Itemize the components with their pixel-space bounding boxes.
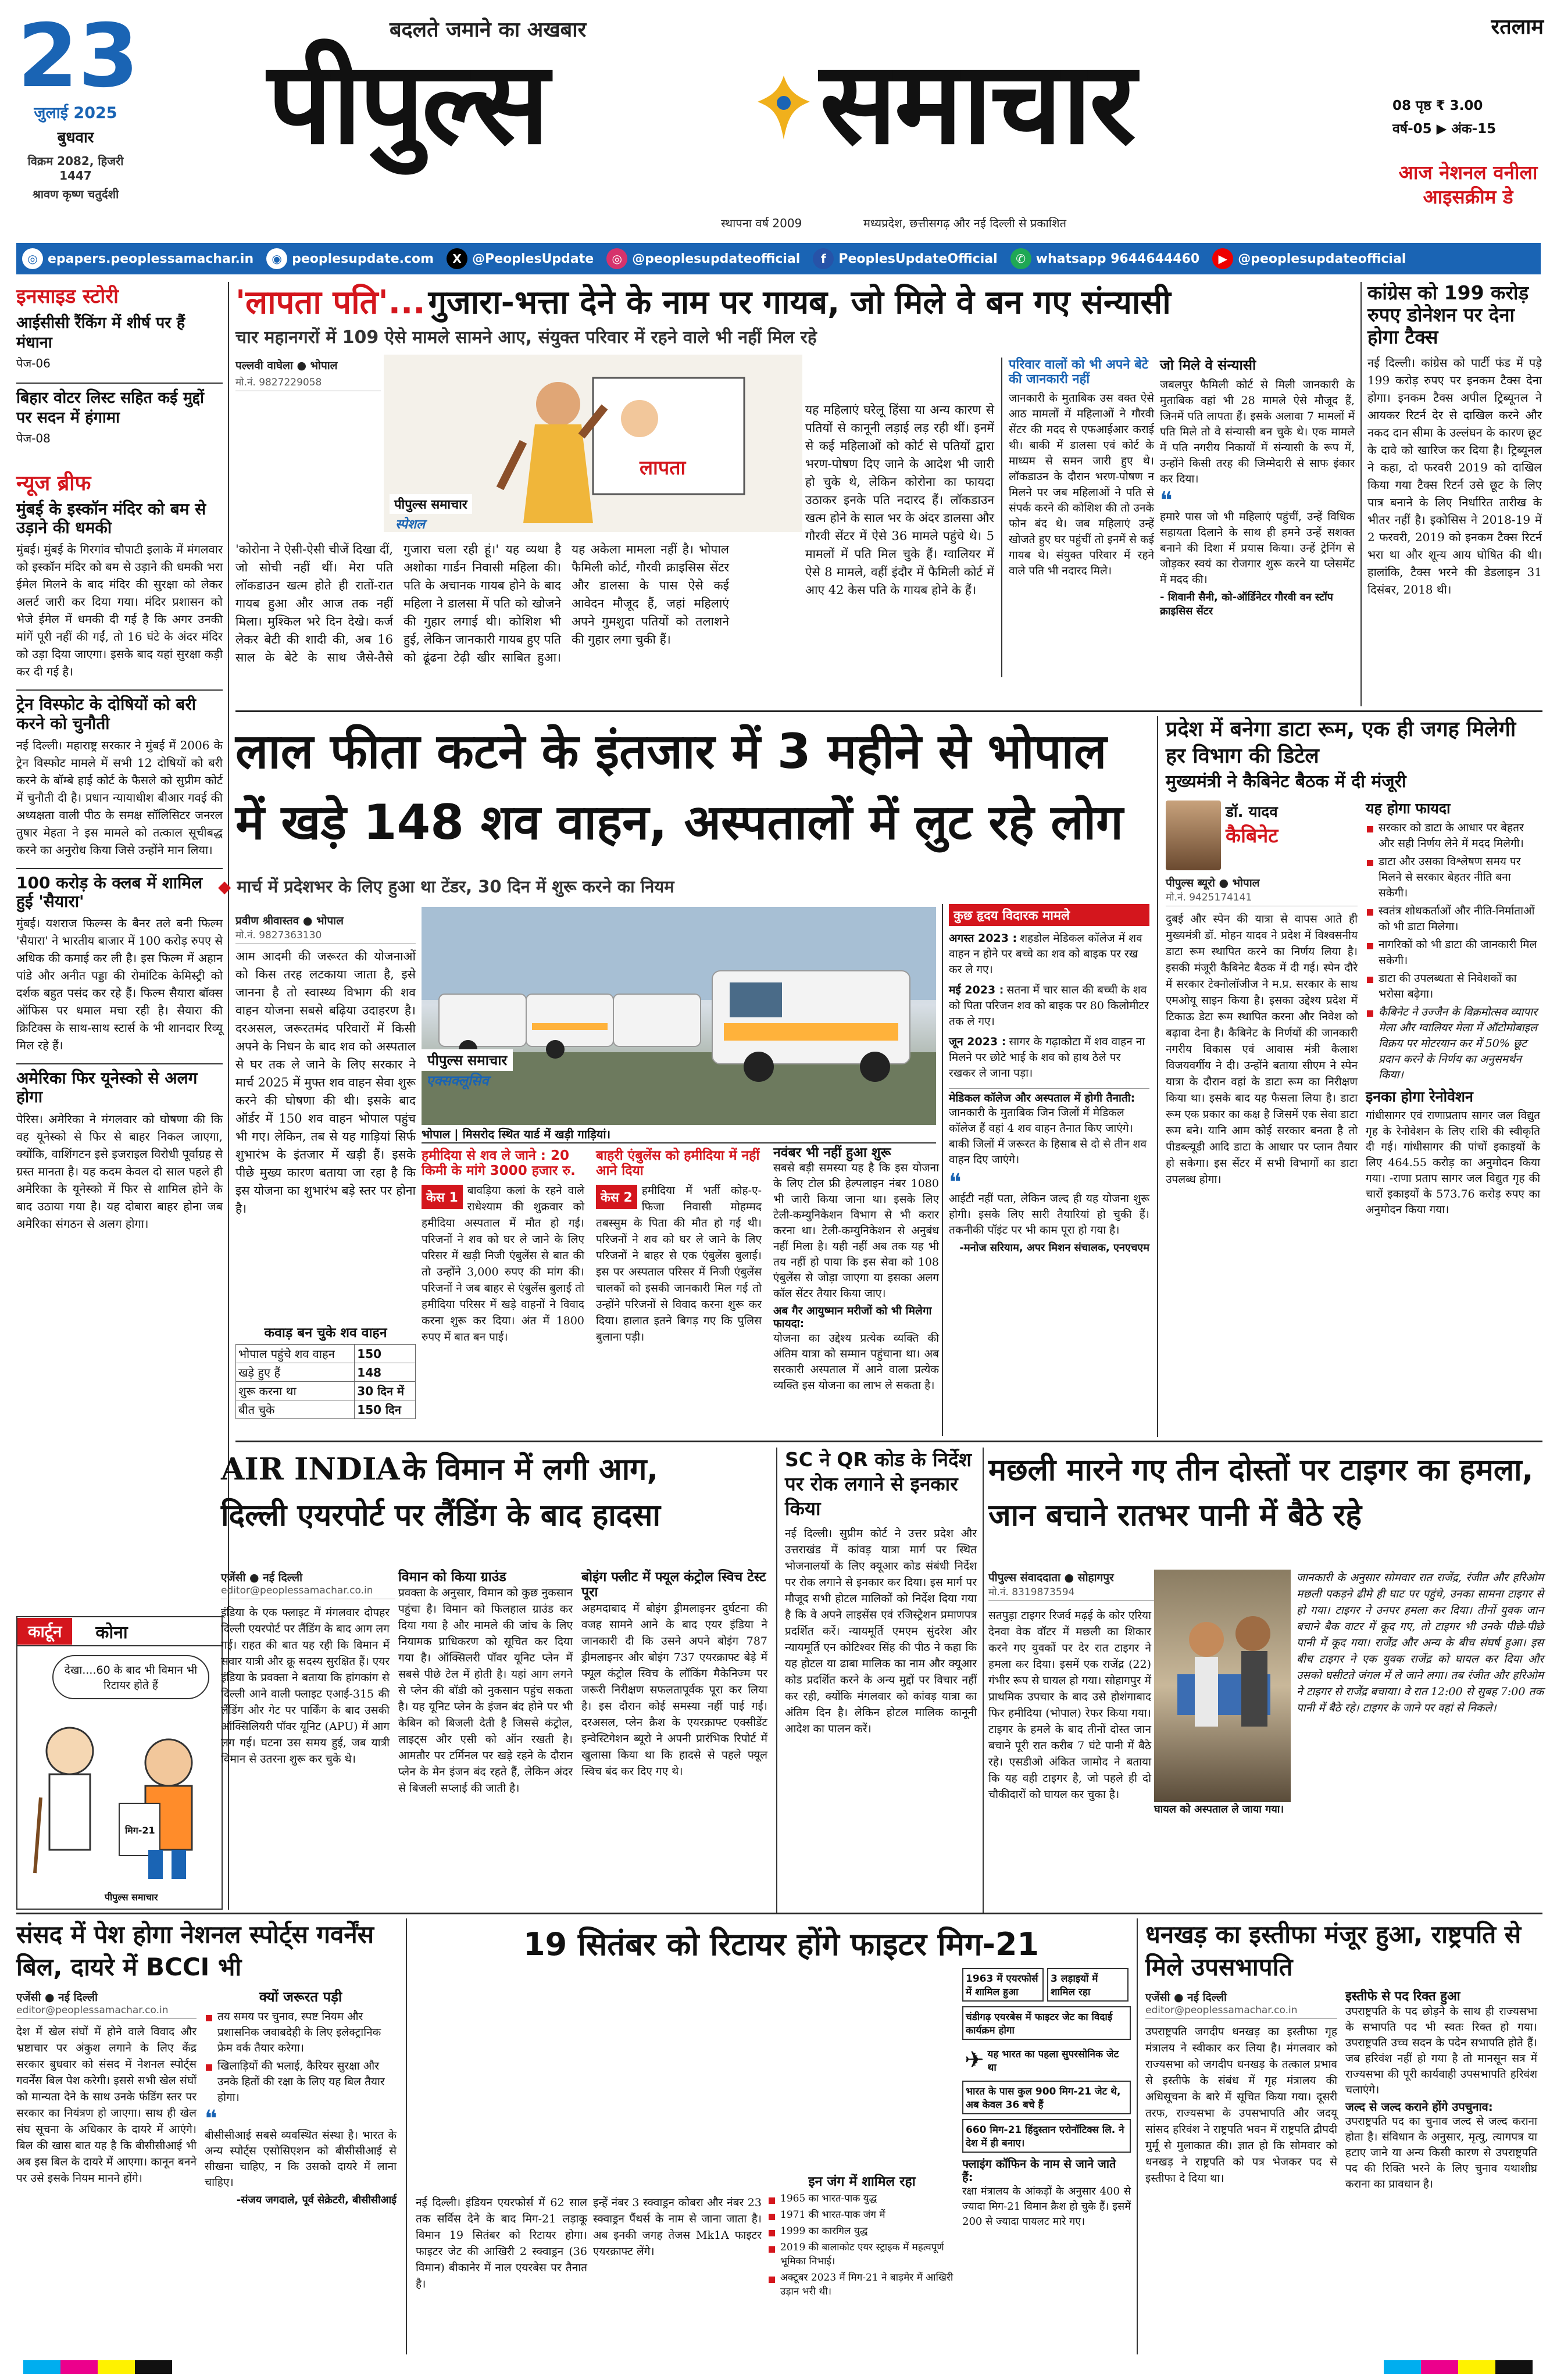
- sports-story: संसद में पेश होगा नेशनल स्पोर्ट्स गवर्नेंस बिल, दायरे में BCCI भी एजेंसी ● नई दिल्ली editor@peoplessamachar.co.in देश में खेल संघों में होने वाले विवाद और भ्रष्टाचार पर अंकुश लगाने के लिए केंद्र सरकार बुधवार को संसद में नेशनल स्पोर्ट्स गवर्नेंस बिल पेश करेगी। इससे सभी खेल संघों को मान्यता देने के साथ उनके फंडिंग स्तर पर सरकार का नियंत्रण हो जाएगा। साथ ही खेल संघ सूचना के अधिकार के दायरे में आएंगे। बिल की खास बात यह है कि बीसीसीआई भी अब इस बिल के दायरे में आएगा। कानून बनने पर उसे इसके नियम मानने होंगे। क्यों जरूरत पड़ी तय समय पर चुनाव, स्पष्ट नियम और प्रशासनिक जवाबदेही के लिए इलेक्ट्रानिक फ्रेम वर्क तैयार करेगा। खिलाड़ियों की भलाई, कैरियर सुरक्षा और उनके हितों की रक्षा के लिए यह बिल तैयार होगा। ❝ बीसीसीआई सबसे व्यवस्थित संस्था है। भारत के अन्य स्पोर्ट्स एसोसिएशन को बीसीसीआई से सीखना चाहिए, न कि उसको दायरे में लाना चाहिए। -संजय जगदाले, पूर्व सेक्रेटरी, बीसीसीआई: [16, 1920, 397, 2206]
- mig-headline: 19 सितंबर को रिटायर होंगे फाइटर मिग-21: [523, 1926, 1040, 1963]
- masthead-logo: [267, 15, 1267, 241]
- november-main-story: [770, 904, 771, 905]
- news-brief: [16, 468, 223, 1590]
- shav-subhead: ◆ मार्च में प्रदेशभर के लिए हुआ था टेंडर, 30 दिन में शुरू करने का नियम: [218, 877, 674, 896]
- sc-story: SC ने QR कोड के निर्देश पर रोक लगाने से इनकार किया नई दिल्ली। सुप्रीम कोर्ट ने उत्तर प्रदेश और उत्तराखंड में कांवड़ यात्रा मार्ग पर स्थित भोजनालयों के लिए क्यूआर कोड संबंधी निर्देश पर रोक लगाने से इनकार कर दिया। इस मार्ग पर मौजूद सभी होटल मालिकों को निर्देश दिया गया है कि वे अपने लाइसेंस एवं रजिस्ट्रेशन प्रमाणपत्र प्रदर्शित करें। न्यायमूर्ति एमएम सुंदरेश और न्यायमूर्ति एन कोटिश्वर सिंह की पीठ ने कहा कि यह होटल या ढाबा मालिक का नाम और क्यूआर कोड प्रदर्शित करने के अन्य मुद्दों पर विचार नहीं कर रही, क्योंकि मंगलवार को कांवड़ यात्रा का अंतिम दिन है। लेकिन होटल मालिक कानूनी आदेश का पालन करें।: [785, 1448, 977, 1735]
- mig-wars: इन जंग में शामिल रहा 1965 का भारत-पाक युद्ध 1971 की भारत-पाक जंग में 1999 का कारगिल युद्ध 2019 की बालाकोट एयर स्ट्राइक में महत्वपूर्ण भूमिका निभाई। अक्टूबर 2023 में मिग-21 ने बाड़मेर में आखिरी उड़ान भरी थी।: [767, 2174, 956, 2357]
- registration-swatch: [1384, 2360, 1421, 2374]
- shav-headline: लाल फीता कटने के इंतजार में 3 महीने से भोपाल में खड़े 148 शव वाहन, अस्पतालों में लुट रहे लोग: [235, 723, 1123, 850]
- nov-subtext: योजना का उद्देश्य प्रत्येक व्यक्ति की अंतिम यात्रा को सम्मान पहुंचाना था। अब सरकारी अस्पताल में आने वाला प्रत्येक व्यक्ति इस योजना का लाभ ले सकता है।: [773, 1332, 939, 1392]
- fact-box: ✈ यह भारत का पहला सुपरसोनिक जेट था: [962, 2045, 1131, 2076]
- facebook-icon: f: [813, 248, 834, 269]
- shav-case-2: बाहरी एंबुलेंस को हमीदिया में नहीं आने दिया केस 2 हमीदिया में भर्ती कोह-ए-फिजा निवासी मोहम्मद तबस्सुम के पिता की मौत हो गई थी। परिजनों ने शव को घर ले जाने के लिए परिजनों ने बाहर से एक एंबुलेंस बुलाई। इस पर अस्पताल परिसर में निजी एंबुलेंस चालकों को इसकी जानकारी मिल गई तो उन्होंने परिजनों से विवाद करना शुरू कर दिया। हालात इतने बिगड़ गए कि पुलिस बुलाना पड़ी।: [596, 1148, 762, 1343]
- quote-icon: ❝: [205, 2105, 217, 2132]
- cartoon-drawing: [23, 1710, 215, 1885]
- airindia-byline: एजेंसी ● नई दिल्ली editor@peoplessamachar.co.in: [221, 1570, 395, 1604]
- cabinet-label: कैबिनेट: [1226, 824, 1279, 848]
- shav-lead: आम आदमी की जरूरत की योजनाओं को किस तरह लटकाया जाता है, इसे जानना है तो स्वास्थ्य विभाग की शव वाहन योजना सबसे बढ़िया उदाहरण है। दरअसल, जरूरतमंद परिवारों में किसी अपने के निधन के बाद शव को अस्पताल से घर तक ले जाने के लिए सरकार ने मार्च 2025 में मुफ्त शव वाहन सेवा शुरू करने की घोषणा की थी। इसके बाद ऑर्डर में 150 शव वाहन भोपाल पहुंच भी गए। लेकिन, तब से यह गाड़ियां सिर्फ शुभारंभ के इंतजार में खड़ी हैं। इसके पीछे मुख्य कारण बताया जा रहा है कि इस योजना का शुभारंभ बड़े स्तर पर होना है।: [235, 949, 416, 1216]
- tiger-caption: घायल को अस्पताल ले जाया गया।: [1154, 1803, 1284, 1816]
- lapata-subhead: चार महानगरों में 109 ऐसे मामले सामने आए, संयुक्त परिवार में रहने वाले भी नहीं मिल रहे: [235, 327, 817, 348]
- date-month: जुलाई 2025: [34, 104, 117, 122]
- instagram-icon: ◎: [606, 248, 627, 269]
- logo-emblem-icon: [755, 73, 813, 142]
- logo-left: पीपुल्स: [267, 37, 547, 170]
- medical-block: मेडिकल कॉलेज और अस्पताल में होगी तैनाती: जानकारी के मुताबिक जिन जिलों में मेडिकल कॉलेज हैं वहां 4 शव वाहन तैनात किए जाएंगे। बाकी जिलों में जरूरत के हिसाब से दो से तीन शव वाहन दिए जाएंगे।: [949, 1088, 1149, 1168]
- whatsapp-icon: ✆: [1010, 248, 1031, 269]
- table-row: शुरू करना था 30 दिन में: [236, 1382, 416, 1400]
- list-item: तय समय पर चुनाव, स्पष्ट नियम और प्रशासनिक जवाबदेही के लिए इलेक्ट्रानिक फ्रेम वर्क तैयार करेगा।: [205, 2009, 397, 2056]
- shav-case-1: हमीदिया से शव ले जाने : 20 किमी के मांगे 3000 हजार रु. केस 1 बावड़िया कलां के रहने वाले राधेश्याम की शुक्रवार को हमीदिया अस्पताल में मौत हो गई। परिजनों ने शव को घर ले जाने के लिए परिसर में खड़ी निजी एंबुलेंस से बात की तो उन्होंने 3,000 रुपए की मांग की। परिजनों ने जब बाहर से एंबुलेंस बुलाई तो हमीदिया परिसर में खड़े वाहनों ने विवाद करना शुरू कर दिया। अंत में 1800 रुपए में बात बन पाई।: [422, 1148, 584, 1343]
- epaper-link[interactable]: ◎ epapers.peoplessamachar.in: [22, 248, 253, 269]
- list-item: डाटा की उपलब्धता से निवेशकों का भरोसा बढ़ेगा।: [1366, 971, 1540, 1002]
- globe-icon: ◎: [22, 248, 43, 269]
- mig-reg: CU2796: [488, 1974, 534, 1986]
- city: रतलाम: [1491, 15, 1544, 39]
- youtube-icon: ▶: [1212, 248, 1233, 269]
- dhankhar-story: धनखड़ का इस्तीफा मंजूर हुआ, राष्ट्रपति से मिले उपसभापति एजेंसी ● नई दिल्ली editor@peoplessamachar.co.in उपराष्ट्रपति जगदीप धनखड़ का इस्तीफा गृह मंत्रालय ने स्वीकार कर लिया है। मंगलवार को राज्यसभा को जगदीप धनखड़ के तत्काल प्रभाव से इस्तीफे के संबंध में गृह मंत्रालय की अधिसूचना के बारे में सूचित किया गया। दूसरी तरफ, राज्यसभा के उपसभापति और जदयू सांसद हरिवंश ने राष्ट्रपति भवन में राष्ट्रपति द्रौपदी मुर्मू से मुलाकात की। ज्ञात हो कि सोमवार को धनखड़ ने राष्ट्रपति को पत्र भेजकर पद से इस्तीफा दे दिया था। इस्तीफे से पद रिक्त हुआ उपराष्ट्रपति के पद छोड़ने के साथ ही राज्यसभा के सभापति पद भी स्वतः रिक्त हो गया। उपराष्ट्रपति उच्च सदन के पदेन सभापति होते हैं। जब हरिवंश नहीं हो गया है तो मानसून सत्र में राज्यसभा की पूरी कार्यवाही उपसभापति हरिवंश चलाएंगे। जल्द से जल्द कराने होंगे उपचुनाव: उपराष्ट्रपति पद का चुनाव जल्द से जल्द कराना होता है। संविधान के अनुसार, मृत्यु, त्यागपत्र या हटाए जाने या अन्य किसी कारण से उपराष्ट्रपति पद की रिक्ति भरने के लिए चुनाव यथाशीघ्र कराना का प्रावधान है।: [1145, 1920, 1537, 2191]
- case-badge: केस 2: [596, 1185, 637, 1209]
- date-samvat: विक्रम 2082, हिजरी 1447: [27, 154, 124, 183]
- whatsapp-link[interactable]: ✆ whatsapp 9644644460: [1010, 248, 1200, 269]
- cartoon-paper-label: मिग-21: [125, 1825, 155, 1836]
- airindia-headline: AIR INDIA के विमान में लगी आग, दिल्ली एयरपोर्ट पर लैंडिंग के बाद हादसा: [221, 1452, 660, 1533]
- list-item: डाटा और उसका विश्लेषण समय पर मिलने से सरकार बेहतर नीति बना सकेगी।: [1366, 854, 1540, 901]
- list-item: अक्टूबर 2023 में मिग-21 ने बाड़मेर में आखिरी उड़ान भरी थी।: [767, 2271, 956, 2299]
- fact-box: 660 मिग-21 हिंदुस्तान एरोनॉटिक्स लि. ने देश में ही बनाए।: [962, 2119, 1131, 2153]
- inside-item[interactable]: बिहार वोटर लिस्ट सहित कई मुद्दों पर सदन में हंगामा पेज-08: [16, 383, 223, 446]
- jet-icon: ✈: [965, 2047, 984, 2074]
- registration-swatch: [98, 2360, 135, 2374]
- list-item: खिलाड़ियों की भलाई, कैरियर सुरक्षा और उनके हितों की रक्षा के लिए यह बिल तैयार होगा।: [205, 2059, 397, 2106]
- kuch-item: मई 2023 : सतना में चार साल की बच्ची के शव को पिता परिजन शव को बाइक पर 80 किलोमीटर तक ले गए।: [949, 984, 1149, 1028]
- list-item: 1965 का भारत-पाक युद्ध: [767, 2192, 956, 2206]
- cartoon-box: [16, 1616, 223, 1910]
- pages-price: 08 पृष्ठ ₹ 3.00: [1392, 98, 1483, 113]
- lapata-poster-text: लापता: [640, 456, 686, 480]
- tiger-byline: पीपुल्स संवाददाता ● सोहागपुर मो.नं. 8319873594: [988, 1570, 1157, 1604]
- list-item: सरकार को डाटा के आधार पर बेहतर और सही निर्णय लेने में मदद मिलेगी।: [1366, 820, 1540, 852]
- brief-item[interactable]: मुंबई के इस्कॉन मंदिर को बम से उड़ाने की धमकी मुंबई। मुंबई के गिरगांव चौपाटी इलाके में मंगलवार को इस्कॉन मंदिर को बम से उड़ाने की धमकी भरा ईमेल मिलने के बाद मंदिर की सुरक्षा को लेकर अलर्ट जारी कर दिया गया। मंदिर प्रशासन को भेजे ईमेल में धमकी दी गई है कि अगर उनकी मांगें पूरी नहीं की गईं, तो 16 घंटे के अंदर मंदिर को उड़ा दिया जाएगा। इसके बाद यहां सुरक्षा कड़ी कर दी गई है।: [16, 499, 223, 679]
- lapata-col1: 'कोरोना ने ऐसी-ऐसी चीजें दिखा दीं, जो सोची नहीं थीं। मेरा पति लॉकडाउन खत्म होते ही रातों-रात गायब हुआ और आज तक नहीं मिला। मुश्किल भरे दिन देखे। कर्ज लेकर बेटी की शादी की, अब 16 साल के बेटे के साथ जैसे-तैसे गुजारा चला रही हूं।' यह व्यथा है अशोका गार्डन निवासी महिला की। पति के अचानक गायब होने के बाद महिला ने डालसा में पति को खोजने की गुहार लगाई थी। कोशिश भी हुई, लेकिन जानकारी गायब हुए पति को ढूंढना टेढ़ी खीर साबित हुआ। यह अकेला मामला नहीं है। भोपाल फैमिली कोर्ट, गौरवी क्राइसिस सेंटर और डालसा के पास ऐसे कई आवेदन मौजूद हैं, जहां महिलाएं अपने गुमशुदा पतियों को तलाशने की गुहार लगा चुकी हैं।: [235, 542, 729, 664]
- congress-story: कांग्रेस को 199 करोड़ रुपए डोनेशन पर देना होगा टैक्स नई दिल्ली। कांग्रेस को पार्टी फंड में पड़े 199 करोड़ रुपए पर इनकम टैक्स देना होगा। इनकम टैक्स अपील ट्रिब्यूनल ने आयकर रिटर्न देर से दाखिल करने और नकद दान सीमा के उल्लंघन के कारण छूट के दावे को खारिज कर दिया है। ट्रिब्यूनल ने कहा, दो फरवरी 2019 को दाखिल किया गया टैक्स रिटर्न उसे छूट के लिए पात्र बनाने के लिए निर्धारित तारीख के भीतर नहीं है। इकोसिस ने 2018-19 में 2 फरवरी, 2019 को इनकम टैक्स रिटर्न भरा था और शून्य आय घोषित की थी। हालांकि, टैक्स भरने की डेडलाइन 31 दिसंबर, 2018 थी।: [1367, 281, 1542, 596]
- kuch-col: कुछ हृदय विदारक मामले अगस्त 2023 : शहडोल मेडिकल कॉलेज में शव वाहन न होने पर बच्चे का शव को बाइक पर रख कर ले गए। मई 2023 : सतना में चार साल की बच्ची के शव को पिता परिजन शव को बाइक पर 80 किलोमीटर तक ले गए। जून 2023 : सागर के गढ़ाकोटा में शव वाहन ना मिलने पर छोटे भाई के शव को हाथ ठेले पर रखकर ले जाना पड़ा। मेडिकल कॉलेज और अस्पताल में होगी तैनाती: जानकारी के मुताबिक जिन जिलों में मेडिकल कॉलेज हैं वहां 4 शव वाहन तैनात किए जाएंगे। बाकी जिलों में जरूरत के हिसाब से दो से तीन शव वाहन दिए जाएंगे। ❝ आईटी नहीं पता, लेकिन जल्द ही यह योजना शुरू होगी। इसके लिए सारी तैयारियां हो चुकी हैं। तकनीकी पॉइंट पर भी काम पूरा हो गया है। -मनोज सरियाम, अपर मिशन संचालक, एनएचएम: [949, 904, 1149, 1436]
- list-item: 1999 का कारगिल युद्ध: [767, 2224, 956, 2238]
- date-weekday: बुधवार: [57, 129, 94, 146]
- table-row: भोपाल पहुंचे शव वाहन 150: [236, 1345, 416, 1363]
- case-badge: केस 1: [422, 1185, 463, 1209]
- logo-right: समाचार: [820, 37, 1134, 170]
- facebook-link[interactable]: f PeoplesUpdateOfficial: [813, 248, 997, 269]
- brief-item[interactable]: ट्रेन विस्फोट के दोषियों को बरी करने को चुनौती नई दिल्ली। महाराष्ट्र सरकार ने मुंबई में 2006 के ट्रेन विस्फोट मामले में सभी 12 दोषियों को बरी करने के बॉम्बे हाई कोर्ट के फैसले को सुप्रीम कोर्ट में चुनौती दी है। प्रधान न्यायाधीश बीआर गवई की अध्यक्षता वाली पीठ के समक्ष सॉलिसिटर जनरल तुषार मेहता ने इस मामले को तत्काल सूचीबद्ध करने का अनुरोध किया जिसे उन्होंने मान लिया।: [16, 689, 223, 858]
- website-link[interactable]: ◉ peoplesupdate.com: [266, 248, 434, 269]
- cartoon-bubble: देखा....60 के बाद भी विमान भी रिटायर होते हैं: [52, 1655, 209, 1699]
- data-room-story: प्रदेश में बनेगा डाटा रूम, एक ही जगह मिलेगी हर विभाग की डिटेल मुख्यमंत्री ने कैबिनेट बैठक में दी मंजूरी डॉ. यादव कैबिनेट पीपुल्स ब्यूरो ● भोपाल मो.नं. 9425174141 दुबई और स्पेन की यात्रा से वापस आते ही मुख्यमंत्री डॉ. मोहन यादव ने प्रदेश में विश्वसनीय डाटा रूम स्थापित करने का निर्णय लिया है। इसकी मंजूरी कैबिनेट बैठक में दी गई। स्पेन दौरे में सरकार टेक्नोलॉजीज ने म.प्र. सरकार के साथ एमओयू साइन किया है। इसका उद्देश्य प्रदेश में टिकाऊ डेटा रूम स्थापित करना और निवेश को बढ़ावा देना है। कैबिनेट के निर्णयों की जानकारी नगरीय विकास एवं आवास मंत्री कैलाश विजयवर्गीय ने दी। उन्होंने बताया सीएम ने स्पेन यात्रा के दौरान वहां के डाटा रूम का निरीक्षण किया था। इसके बाद यह फैसला लिया है। डाटा रूम एक प्रकार का कक्ष है जिसमें एक सेवा डाटा रूम बने। यानि आम कोई सरकार बनता है तो पीडब्ल्यूडी आदि डाटा के आधार पर प्लान तैयार हो सकेगा। इस सेंटर में सभी विभागों का डाटा उपलब्ध होगा। यह होगा फायदा सरकार को डाटा के आधार पर बेहतर और सही निर्णय लेने में मदद मिलेगी। डाटा और उसका विश्लेषण समय पर मिलने से सरकार बेहतर नीति बना सकेगी। स्वतंत्र शोधकर्ताओं और नीति-निर्माताओं को भी डाटा मिलेगा। नागरिकों को भी डाटा की जानकारी मिल सकेगी। डाटा की उपलब्धता से निवेशकों का भरोसा बढ़ेगा। कैबिनेट ने उज्जैन के विक्रमोत्सव व्यापार मेला और ग्वालियर मेला में ऑटोमोबाइल विक्रय पर मोटरयान कर में 50% छूट प्रदान करने के निर्णय का अनुसमर्थन किया। इनका होगा रेनोवेशन गांधीसागर एवं राणाप्रताप सागर जल विद्युत गृह के रेनोवेशन के लिए राशि की स्वीकृति दी गई। गांधीसागर की पांचों इकाइयों के लिए 464.55 करोड़ का अनुमोदन किया गया। -राणा प्रताप सागर जल विद्युत गृह की चारों इकाइयों के 573.76 करोड़ रुपए का अनुमोदन किया गया।: [1166, 717, 1540, 1216]
- mig-facts: 1963 में एयरफोर्स में शामिल हुआ 3 लड़ाइयों में शामिल रहा चंडीगढ़ एयरबेस में फाइटर जेट का विदाई कार्यक्रम होगा ✈ यह भारत का पहला सुपरसोनिक जेट था भारत के पास कुल 900 मिग-21 जेट थे, अब केवल 36 बचे हैं 660 मिग-21 हिंदुस्तान एरोनॉटिक्स लि. ने देश में ही बनाए। फ्लाइंग कॉफिन के नाम से जाने जाते हैं: रक्षा मंत्रालय के आंकड़ों के अनुसार 400 से ज्यादा मिग-21 विमान क्रैश हो चुके हैं। इसमें 200 से ज्यादा पायलट मारे गए।: [962, 1968, 1131, 2357]
- lapata-family-box: परिवार वालों को भी अपने बेटे की जानकारी नहीं जानकारी के मुताबिक उस वक्त ऐसे आठ मामलों में महिलाओं ने गौरवी सेंटर की मदद से एफआईआर कराई थी। बाकी में डालसा एवं कोर्ट के माध्यम से समन जारी हुए थे। लॉकडाउन के दौरान भरण-पोषण न मिलने पर जब महिलाओं ने पति से संपर्क करने की कोशिश की तो उनके फोन बंद थे। जब महिलाएं उन्हें खोजते हुए घर पहुंचीं तो इनमें से कई गायब थे। संयुक्त परिवार में रहने वाले पति भी नदारद मिले।: [1009, 358, 1154, 577]
- registration-swatch: [23, 2360, 60, 2374]
- lapata-headline: 'लापता पति'... गुजारा-भत्ता देने के नाम पर गायब, जो मिले वे बन गए संन्यासी: [235, 284, 1171, 321]
- registration-swatch: [135, 2360, 172, 2374]
- airindia-col1: इंडिया के एक फ्लाइट में मंगलवार दोपहर दिल्ली एयरपोर्ट पर लैंडिंग के बाद आग लग गई। राहत की बात यह रही कि विमान में सवार यात्री और क्रू सदस्य सुरक्षित हैं। एयर इंडिया के प्रवक्ता ने बताया कि हांगकांग से दिल्ली आने वाली फ्लाइट एआई-315 की लैंडिंग और गेट पर पार्किंग के बाद उसकी ऑक्सिलियरी पॉवर यूनिट (APU) में आग लग गई। घटना उस समय हुई, जब यात्री विमान से उतरना शुरू कर चुके थे।: [221, 1606, 390, 1766]
- hearse-caption: भोपाल | मिसरोद स्थित यार्ड में खड़ी गाड़ियां।: [422, 1126, 936, 1143]
- established: स्थापना वर्ष 2009: [721, 216, 802, 230]
- social-bar: [16, 243, 1541, 274]
- youtube-link[interactable]: ▶ @peoplesupdateofficial: [1212, 248, 1406, 269]
- x-icon: X: [447, 248, 467, 269]
- brief-item[interactable]: 100 करोड़ के क्लब में शामिल हुई 'सैयारा' मुंबई। यशराज फिल्म्स के बैनर तले बनी फिल्म 'सैयारा' ने भारतीय बाजार में 100 करोड़ रुपए से अधिक की कमाई कर ली है। इस फिल्म में अहान पांडे और अनीत पड्डा की रोमांटिक केमिस्ट्री को दर्शक बहुत पसंद कर रहे हैं। फिल्म सैयारा बॉक्स ऑफिस पर धमाल मचा रही है। सैयारा की क्रिटिक्स के साथ-साथ स्टार्स के भी शानदार रिव्यू मिल रहे हैं।: [16, 868, 223, 1054]
- x-link[interactable]: X @PeoplesUpdate: [447, 248, 594, 269]
- year-issue: वर्ष-05 ▶ अंक-15: [1392, 121, 1497, 137]
- date-day: 23: [17, 6, 139, 107]
- inside-heading: इनसाइड स्टोरी: [16, 285, 119, 308]
- edition-block: [1392, 12, 1544, 241]
- fact-box: 1963 में एयरफोर्स में शामिल हुआ: [962, 1968, 1044, 2002]
- airindia-col2: विमान को किया ग्राउंड प्रवक्ता के अनुसार, विमान को कुछ नुकसान पहुंचा है। विमान को फिलहाल ग्राउंड कर दिया गया है और मामले की जांच के लिए नियामक प्राधिकरण को सूचित कर दिया गया है। ऑक्सिलरी पॉवर यूनिट प्लेन में सबसे पीछे टेल में होती है। यहां आग लगने से प्लेन की बॉडी को नुकसान पहुंच सकता है। यह यूनिट प्लेन के इंजन बंद होने पर भी केबिन को बिजली देती है जिससे कंट्रोल, लाइट्स और एसी को ऑन रखती है। आमतौर पर टर्मिनल पर खड़े रहने के दौरान प्लेन के मेन इंजन बंद रहते हैं, लेकिन अंदर से बिजली सप्लाई की जाती है।: [398, 1570, 573, 1795]
- lapata-brand: पीपुल्स समाचार: [390, 494, 472, 514]
- quote-icon: ❝: [949, 1168, 962, 1196]
- brief-item[interactable]: अमेरिका फिर यूनेस्को से अलग होगा पेरिस। अमेरिका ने मंगलवार को घोषणा की कि वह यूनेस्को से फिर से बाहर निकल जाएगा, क्योंकि, वाशिंगटन इसे इजराइल विरोधी पूर्वाग्रह से ग्रस्त मानता है। यह कदम केवल दो साल पहले ही अमेरिका के यूनेस्को में फिर से शामिल होने के बाद उठाया गया है। यह दोबारा बाहर होना जब अमेरिका संगठन से अलग होगा।: [16, 1063, 223, 1232]
- list-item: कैबिनेट ने उज्जैन के विक्रमोत्सव व्यापार मेला और ग्वालियर मेला में ऑटोमोबाइल विक्रय पर मोटरयान कर में 50% छूट प्रदान करने के निर्णय का अनुसमर्थन किया।: [1366, 1005, 1540, 1083]
- list-item: 1971 की भारत-पाक जंग में: [767, 2208, 956, 2222]
- shav-table: कवाड़ बन चुके शव वाहन भोपाल पहुंचे शव वाहन 150 खड़े हुए हैं 148 शुरू करना था 30 दिन में बीत चुके 150 दिन: [235, 1325, 416, 1436]
- fact-box: 3 लड़ाइयों में शामिल रहा: [1047, 1968, 1129, 2002]
- tiger-headline: मछली मारने गए तीन दोस्तों पर टाइगर का हमला, जान बचाने रातभर पानी में बैठे रहे: [988, 1453, 1534, 1533]
- kuch-item: जून 2023 : सागर के गढ़ाकोटा में शव वाहन ना मिलने पर छोटे भाई के शव को हाथ ठेले पर रखकर ले जाना पड़ा।: [949, 1035, 1145, 1080]
- cm-photo: [1166, 801, 1221, 870]
- table-row: खड़े हुए हैं 148: [236, 1363, 416, 1382]
- tagline: बदलते जमाने का अखबार: [390, 18, 587, 42]
- date-tithi: श्रावण कृष्ण चतुर्दशी: [32, 187, 119, 201]
- airindia-col3: बोइंग फ्लीट में फ्यूल कंट्रोल स्विच टेस्ट पूरा अहमदाबाद में बोइंग ड्रीमलाइनर दुर्घटना की वजह सामने आने के बाद एयर इंडिया ने जानकारी दी कि उसने अपने बोइंग 787 ड्रीमलाइनर और बोइंग 737 एयरक्राफ्ट बेड़े में फ्यूल कंट्रोल स्विच के लॉकिंग मैकेनिज्म पर जरूरी निरीक्षण सफलतापूर्वक पूरा कर लिया है। इस दौरान कोई समस्या नहीं पाई गई। दरअसल, प्लेन क्रैश के एयरक्राफ्ट एक्सीडेंट इन्वेस्टिगेशन ब्यूरो ने अपनी प्रारंभिक रिपोर्ट में खुलासा किया था कि हादसे से पहले फ्यूल स्विच बंद कर दिए गए थे।: [581, 1570, 767, 1778]
- nov-text-block: [770, 904, 939, 905]
- list-item: नागरिकों को भी डाटा की जानकारी मिल सकेगी।: [1366, 937, 1540, 969]
- tiger-photo: [1154, 1570, 1291, 1802]
- published-from: मध्यप्रदेश, छत्तीसगढ़ और नई दिल्ली से प्रकाशित: [863, 216, 1066, 230]
- globe-icon: ◉: [266, 248, 287, 269]
- registration-swatch: [60, 2360, 98, 2374]
- hearse-label: एक्सक्लूसिव: [426, 1073, 489, 1089]
- cartoon-credit: पीपुल्स समाचार: [105, 1892, 158, 1903]
- inside-item[interactable]: आईसीसी रैंकिंग में शीर्ष पर हैं मंधाना पेज-06: [16, 314, 185, 370]
- registration-swatch: [1421, 2360, 1458, 2374]
- lapata-label: स्पेशल: [395, 517, 425, 532]
- registration-swatch: [1458, 2360, 1495, 2374]
- list-item: 2019 की बालाकोट एयर स्ट्राइक में महत्वपूर्ण भूमिका निभाई।: [767, 2240, 956, 2268]
- fact-box: चंडीगढ़ एयरबेस में फाइटर जेट का विदाई कार्यक्रम होगा: [962, 2006, 1131, 2040]
- hearse-brand: पीपुल्स समाचार: [422, 1049, 513, 1071]
- quote-icon: ❝: [1160, 487, 1173, 514]
- brief-heading: न्यूज ब्रीफ: [16, 471, 91, 495]
- tiger-col1: सतपुड़ा टाइगर रिजर्व मढ़ई के कोर एरिया देनवा वेक वॉटर में मछली का शिकार करने गए युवकों पर देर रात टाइगर ने हमला कर दिया। इसमें एक राजेंद्र (22) गंभीर रूप से घायल हो गया। सोहागपुर में प्राथमिक उपचार के बाद उसे होशंगाबाद फिर हमीदिया (भोपाल) रेफर किया गया। टाइगर के हमले के बाद तीनों दोस्त जान बचाने पूरी रात करीब 7 घंटे पानी में बैठे रहे। एसडीओ अंकित जामोद ने बताया कि यह वही टाइगर है, जो पहले ही दो चौकीदारों को घायल कर चुका है।: [988, 1609, 1151, 1801]
- registration-swatch: [1495, 2360, 1533, 2374]
- nov-content-block: नवंबर भी नहीं हुआ शुरू सबसे बड़ी समस्या यह है कि इस योजना के लिए टोल फ्री हेल्पलाइन नंबर 1080 भी जारी किया जाना था। इसके लिए टेली-कम्युनिकेशन विभाग से भी करार करना था। टेली-कम्युनिकेशन से अनुबंध नहीं मिला है। यही नहीं अब तक यह भी तय नहीं हो पाया कि इस सेवा को 108 एंबुलेंस से जोड़ा जाएगा या इसका अलग कॉल सेंटर तैयार किया जाए। अब गैर आयुष्मान मरीजों को भी मिलेगा फायदा: योजना का उद्देश्य प्रत्येक व्यक्ति की अंतिम यात्रा को सम्मान पहुंचाना था। अब सरकारी अस्पताल में आने वाला प्रत्येक व्यक्ति इस योजना का लाभ ले सकता है।: [773, 1145, 939, 1436]
- list-item: स्वतंत्र शोधकर्ताओं और नीति-निर्माताओं को भी डाटा मिलेगा।: [1366, 903, 1540, 935]
- lapata-byline: पल्लवी वाघेला ● भोपाल मो.नं. 9827229058: [235, 358, 381, 392]
- date-block: [17, 6, 139, 248]
- kuch-item: अगस्त 2023 : शहडोल मेडिकल कॉलेज में शव वाहन न होने पर बच्चे का शव को बाइक पर रख कर ले गए।: [949, 932, 1142, 976]
- cartoon-heading: कार्टून: [17, 1618, 72, 1645]
- lapata-col2: यह महिलाएं घरेलू हिंसा या अन्य कारण से पतियों से कानूनी लड़ाई लड़ रही थीं। इनमें से कई महिलाओं को कोर्ट से पतियों द्वारा भरण-पोषण दिए जाने के आदेश भी जारी हो चुके थे, लेकिन कोरोना का फायदा उठाकर इनके पति नदारद हैं। लॉकडाउन खत्म होने के साल भर के अंदर डालसा और गौरवी सेंटर में ऐसे 36 मामले पहुंचे थे। 5 मामलों में पति मिल चुके हैं। ग्वालियर में ऐसे 8 मामले, वहीं इंदौर में फैमिली कोर्ट में आए 42 केस पति के गायब होने के हैं।: [805, 403, 994, 597]
- table-row: बीत चुके 150 दिन: [236, 1400, 416, 1419]
- tiger-col2: जानकारी के अनुसार सोमवार रात राजेंद्र, रंजीत और हरिओम मछली पकड़ने ढीमे ही घाट पर पहुंचे, उनका सामना टाइगर से हो गया। टाइगर ने उनपर हमला कर दिया। तीनों युवक जान बचाने बैक वाटर में कूद गए, तो टाइगर भी उनके पीछे-पीछे पानी में कूद गया। राजेंद्र और अन्य के बीच संघर्ष हुआ। इस बीच टाइगर ने एक युवक राजेंद्र को घायल कर दिया और उसको घसीटते जंगल में ले जाने लगा। तब रंजीत और हरिओम ने टाइगर से राजेंद्र बचाया। वे रात 12:00 से सुबह 7:00 तक पानी में बैठे रहे। टाइगर के जाने पर वहां से निकले।: [1297, 1571, 1544, 1714]
- cartoon-heading-2: कोना: [95, 1622, 128, 1643]
- mig-col1: नई दिल्ली। इंडियन एयरफोर्स में 62 साल तक सर्विस देने के बाद मिग-21 लड़ाकू विमान 19 सितंबर को रिटायर होगा। फाइटर जेट की आखिरी 2 स्क्वाड्रन (36 विमान) बीकानेर में नाल एयरबेस पर तैनात है।: [416, 2196, 587, 2290]
- nov-extra: [773, 904, 774, 905]
- benefit-list: [1366, 820, 1540, 1083]
- mig-col2: इन्हें नंबर 3 स्क्वाड्रन कोबरा और नंबर 23 स्क्वाड्रन पैंथर्स के नाम से जाना जाता है। अब इनकी जगह तेजस Mk1A फाइटर एयरक्राफ्ट लेंगे।: [593, 2196, 762, 2258]
- fact-box: भारत के पास कुल 900 मिग-21 जेट थे, अब केवल 36 बचे हैं: [962, 2081, 1131, 2114]
- kuch-heading: कुछ हृदय विदारक मामले: [949, 904, 1149, 926]
- day-note: आज नेशनल वनीला आइसक्रीम डे: [1398, 161, 1538, 208]
- shav-byline: प्रवीण श्रीवास्तव ● भोपाल मो.नं. 9827363130: [235, 913, 416, 948]
- lapata-sanyasi-box: जो मिले वे संन्यासी जबलपुर फैमिली कोर्ट से मिली जानकारी के मुताबिक वहां भी 28 मामले ऐसे मौजूद हैं, जिनमें पति लापता हैं। इसके अलावा 7 मामलों में पति मिले तो वे संन्यासी बन चुके थे। एक मामले में पति नगरीय निकायों में संन्यासी के रूप में, उन्होंने किसी तरह की जिम्मेदारी से साफ इंकार कर दिया। ❝ हमारे पास जो भी महिलाएं पहुंचीं, उन्हें विधिक सहायता दिलाने के साथ ही हमने उन्हें सशक्त बनाने की दिशा में प्रयास किया। उन्हें ट्रेनिंग से जोड़कर स्वयं का रोजगार शुरू करने या प्लेसमेंट में मदद की। - शिवानी सैनी, को-ऑर्डिनेटर गौरवी वन स्टॉप क्राइसिस सेंटर: [1160, 357, 1355, 617]
- inside-story: [16, 282, 223, 468]
- nov-subheading: अब गैर आयुष्मान मरीजों को भी मिलेगा फायदा:: [773, 1305, 932, 1331]
- cm-name: डॉ. यादव: [1226, 803, 1278, 821]
- instagram-link[interactable]: ◎ @peoplesupdateofficial: [606, 248, 800, 269]
